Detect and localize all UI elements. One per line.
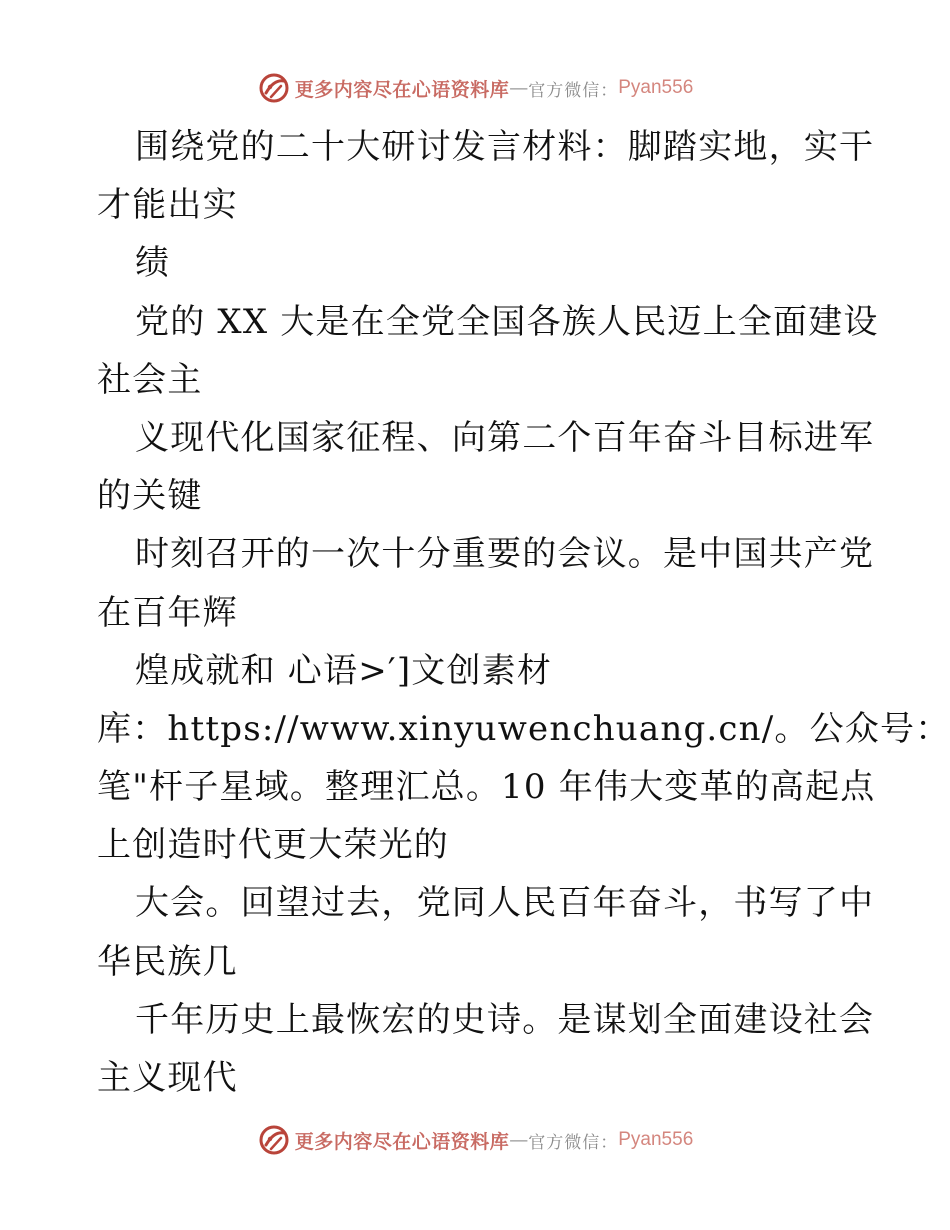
document-body [97, 118, 950, 1107]
watermark-text: 更多内容尽在心语资料库 [294, 1130, 510, 1153]
watermark-separator: — [509, 1129, 529, 1151]
text-line: 上创造时代更大荣光的 [97, 825, 449, 866]
text-line: 大会。回望过去，党同人民百年奋斗，书写了中 [135, 883, 875, 924]
brush-seal-icon [257, 1123, 291, 1157]
brush-seal-icon [257, 71, 291, 105]
text-line: 时刻召开的一次十分重要的会议。是中国共产党 [135, 534, 875, 575]
watermark-handle: Pyan556 [618, 77, 694, 98]
text-line: 千年历史上最恢宏的史诗。是谋划全面建设社会 [135, 999, 875, 1040]
text-line: 围绕党的二十大研讨发言材料：脚踏实地，实干 [135, 127, 875, 167]
text-line: 笔"杆子星域。整理汇总。10 年伟大变革的高起点 [97, 767, 876, 808]
footer-watermark [0, 1122, 950, 1158]
text-line: 义现代化国家征程、向第二个百年奋斗目标进军 [135, 417, 875, 458]
header-watermark [0, 70, 950, 106]
text-line: 煌成就和 心语>′]文创素材 [135, 650, 553, 691]
text-line: 库：https://www.xinyuwenchuang.cn/。公众号： [97, 708, 950, 749]
text-line: 才能出实 [97, 185, 238, 226]
text-line: 在百年辉 [97, 592, 238, 633]
text-line: 主义现代 [97, 1058, 238, 1098]
text-line: 党的 XX 大是在全党全国各族人民迈上全面建设 [135, 301, 879, 342]
watermark-label: 官方微信： [528, 80, 619, 101]
watermark-text: 更多内容尽在心语资料库 [294, 78, 510, 101]
text-line: 社会主 [97, 359, 203, 400]
watermark-separator: — [509, 77, 529, 99]
text-line: 华民族几 [97, 941, 238, 982]
watermark-handle: Pyan556 [618, 1129, 694, 1150]
watermark-label: 官方微信： [528, 1132, 619, 1153]
text-line: 的关键 [97, 476, 203, 517]
text-line: 绩 [135, 243, 171, 284]
